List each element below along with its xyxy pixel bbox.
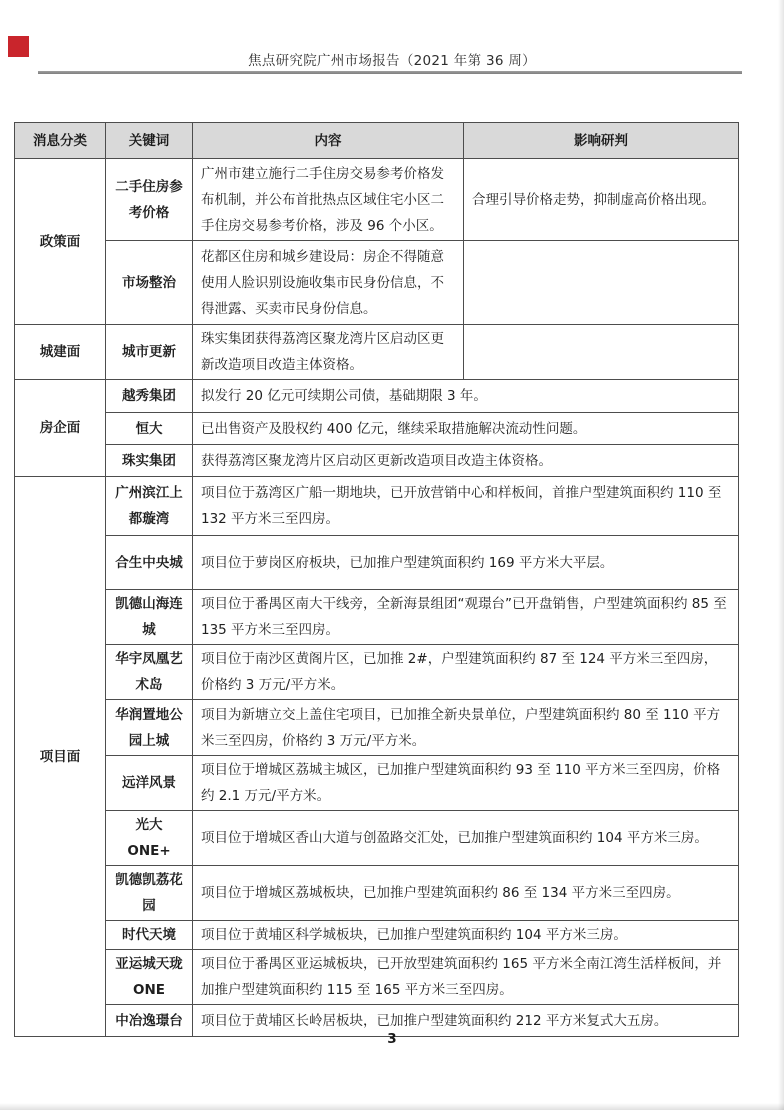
table-row: [15, 536, 739, 590]
keyword-cell: 凯德凯荔花园: [106, 866, 193, 921]
col-header-impact: 影响研判: [464, 123, 739, 159]
page-number: 3: [387, 1031, 397, 1047]
keyword-cell: 越秀集团: [106, 380, 193, 413]
table-row: [15, 380, 739, 413]
header-divider: [38, 71, 742, 74]
content-cell: 已出售资产及股权约 400 亿元，继续采取措施解决流动性问题。: [193, 413, 739, 445]
table-row: [15, 413, 739, 445]
col-header-content: 内容: [193, 123, 464, 159]
content-cell: 获得荔湾区聚龙湾片区启动区更新改造项目改造主体资格。: [193, 445, 739, 477]
table-header-row: [15, 123, 739, 159]
table-row: [15, 756, 739, 811]
keyword-cell: 中冶逸璟台: [106, 1005, 193, 1037]
keyword-cell: 市场整治: [106, 241, 193, 325]
group-cell-project: 项目面: [15, 477, 106, 1037]
content-cell: 项目位于黄埔区科学城板块，已加推户型建筑面积约 104 平方米三房。: [193, 921, 739, 950]
table-row: [15, 811, 739, 866]
report-header-title: 焦点研究院广州市场报告（2021 年第 36 周）: [248, 53, 536, 69]
content-cell: 项目位于南沙区黄阁片区，已加推 2#，户型建筑面积约 87 至 124 平方米三至四房，价格约 3 万元/平方米。: [193, 645, 739, 700]
keyword-cell: 时代天境: [106, 921, 193, 950]
group-cell-policy: 政策面: [15, 159, 106, 325]
table-row: [15, 241, 739, 325]
content-cell: 项目位于萝岗区府板块，已加推户型建筑面积约 169 平方米大平层。: [193, 536, 739, 590]
keyword-cell: 城市更新: [106, 325, 193, 380]
keyword-cell: 二手住房参考价格: [106, 159, 193, 241]
keyword-cell: 合生中央城: [106, 536, 193, 590]
keyword-cell: 凯德山海连城: [106, 590, 193, 645]
content-cell: 项目位于增城区荔城板块，已加推户型建筑面积约 86 至 134 平方米三至四房。: [193, 866, 739, 921]
content-cell: 项目位于番禺区南大干线旁，全新海景组团“观璟台”已开盘销售，户型建筑面积约 85 至 135 平方米三至四房。: [193, 590, 739, 645]
table-row: [15, 590, 739, 645]
table-row: [15, 700, 739, 756]
table-row: [15, 325, 739, 380]
content-cell: 拟发行 20 亿元可续期公司债，基础期限 3 年。: [193, 380, 739, 413]
content-cell: 项目位于荔湾区广船一期地块，已开放营销中心和样板间，首推户型建筑面积约 110 至 132 平方米三至四房。: [193, 477, 739, 536]
keyword-cell: 亚运城天珑 ONE: [106, 950, 193, 1005]
content-cell: 珠实集团获得荔湾区聚龙湾片区启动区更新改造项目改造主体资格。: [193, 325, 464, 380]
col-header-keyword: 关键词: [106, 123, 193, 159]
keyword-cell: 恒大: [106, 413, 193, 445]
keyword-cell: 华宇凤凰艺术岛: [106, 645, 193, 700]
table-row: [15, 921, 739, 950]
impact-cell: [464, 241, 739, 325]
content-cell: 项目为新塘立交上盖住宅项目，已加推全新央景单位，户型建筑面积约 80 至 110 平方米三至四房，价格约 3 万元/平方米。: [193, 700, 739, 756]
group-cell-developer: 房企面: [15, 380, 106, 477]
content-cell: 项目位于番禺区亚运城板块，已开放型建筑面积约 165 平方米全南江湾生活样板间，并加推户型建筑面积约 115 至 165 平方米三至四房。: [193, 950, 739, 1005]
content-cell: 项目位于增城区香山大道与创盈路交汇处，已加推户型建筑面积约 104 平方米三房。: [193, 811, 739, 866]
impact-cell: [464, 325, 739, 380]
impact-cell: 合理引导价格走势，抑制虚高价格出现。: [464, 159, 739, 241]
content-cell: 项目位于增城区荔城主城区，已加推户型建筑面积约 93 至 110 平方米三至四房，价格约 2.1 万元/平方米。: [193, 756, 739, 811]
keyword-cell: 广州滨江上都璇湾: [106, 477, 193, 536]
scan-edge-bottom: [0, 1103, 784, 1110]
table-row: [15, 159, 739, 241]
content-cell: 广州市建立施行二手住房交易参考价格发布机制，并公布首批热点区域住宅小区二手住房交易参考价格，涉及 96 个小区。: [193, 159, 464, 241]
keyword-cell: 光大 ONE+: [106, 811, 193, 866]
content-cell: 花都区住房和城乡建设局：房企不得随意使用人脸识别设施收集市民身份信息，不得泄露、买卖市民身份信息。: [193, 241, 464, 325]
content-cell: 项目位于黄埔区长岭居板块，已加推户型建筑面积约 212 平方米复式大五房。: [193, 1005, 739, 1037]
table-row: [15, 866, 739, 921]
table-row: [15, 445, 739, 477]
keyword-cell: 远洋风景: [106, 756, 193, 811]
keyword-cell: 珠实集团: [106, 445, 193, 477]
table-row: [15, 950, 739, 1005]
news-table: [14, 122, 739, 1037]
scan-edge-right: [778, 0, 784, 1110]
keyword-cell: 华润置地公园上城: [106, 700, 193, 756]
group-cell-urban: 城建面: [15, 325, 106, 380]
col-header-category: 消息分类: [15, 123, 106, 159]
table-row: [15, 645, 739, 700]
table-row: [15, 477, 739, 536]
